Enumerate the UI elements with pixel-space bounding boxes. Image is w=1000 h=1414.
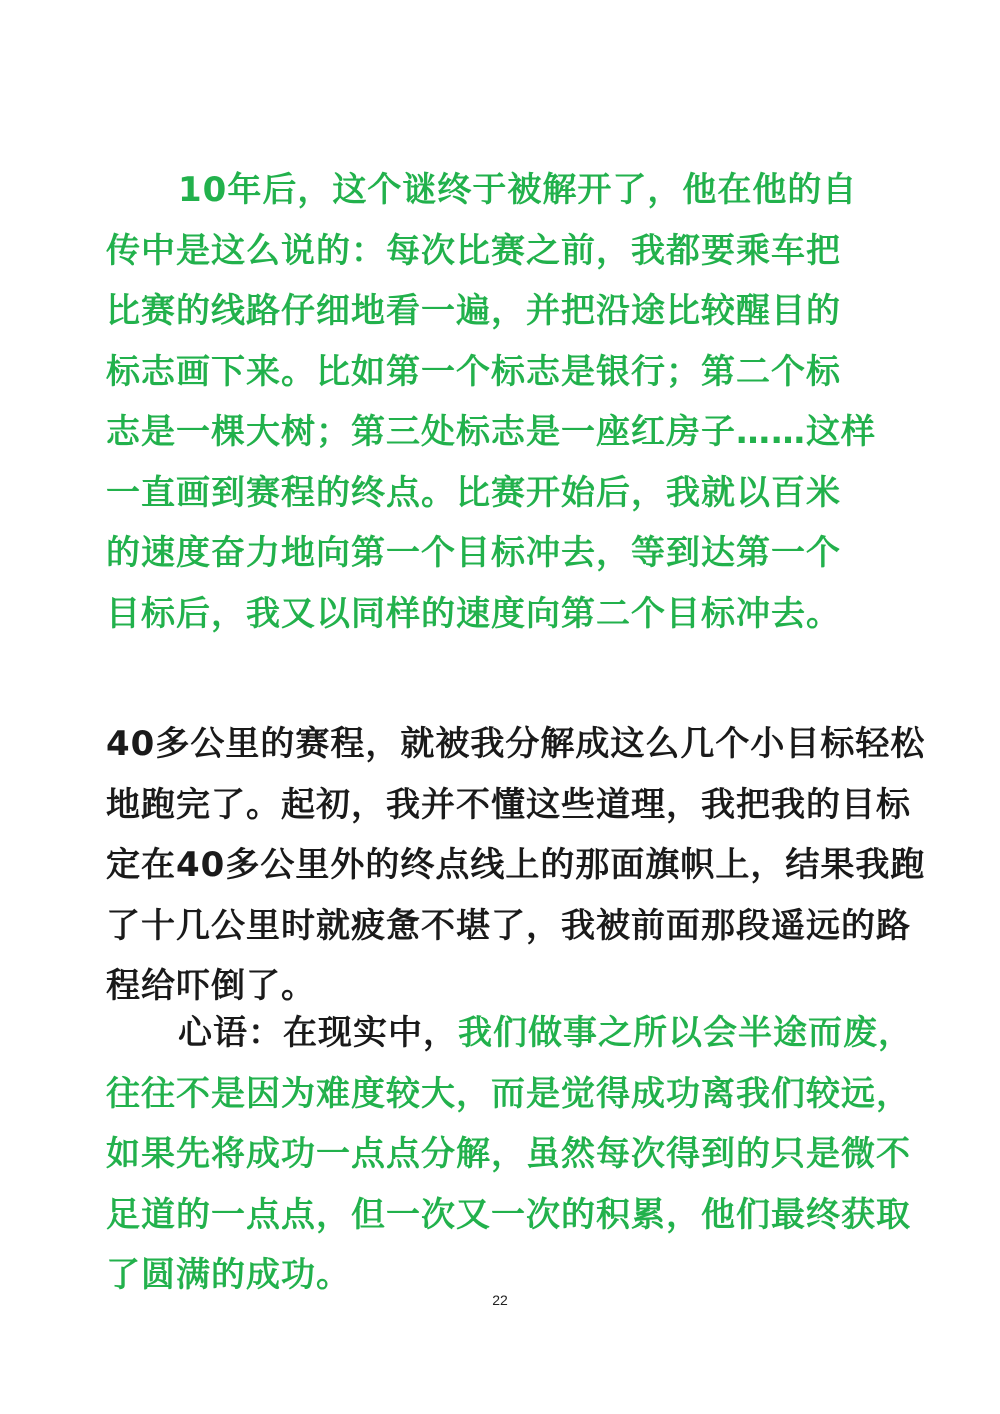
text-run: 比赛的线路仔细地看一遍，并把沿途比较醒目的 — [106, 291, 841, 331]
paragraph-autobiography-quote — [106, 160, 906, 644]
text-run: 40多公里的赛程，就被我分解成这么几个小目标轻松 — [106, 724, 926, 764]
text-run: 一直画到赛程的终点。比赛开始后，我就以百米 — [106, 472, 841, 513]
text-line — [106, 714, 926, 775]
text-run: 往往不是因为难度较大，而是觉得成功离我们较远， — [106, 1073, 911, 1114]
text-line — [106, 896, 911, 957]
text-line — [106, 835, 926, 896]
text-run: 了十几公里时就疲惫不堪了，我被前面那段遥远的路 — [106, 905, 911, 946]
text-line — [106, 1003, 913, 1064]
text-line — [106, 1064, 911, 1125]
text-line — [106, 1124, 911, 1185]
text-run: 定在40多公里外的终点线上的那面旗帜上，结果我跑 — [106, 845, 926, 885]
text-line — [106, 523, 906, 584]
text-line — [106, 281, 906, 342]
text-line — [106, 221, 906, 282]
text-line — [106, 160, 906, 221]
text-line — [106, 463, 906, 524]
text-run: 如果先将成功一点点分解，虽然每次得到的只是微不 — [106, 1134, 911, 1174]
text-run: 了圆满的成功。 — [106, 1255, 351, 1295]
text-line — [106, 402, 906, 463]
text-run: 足道的一点点，但一次又一次的积累，他们最终获取 — [106, 1194, 911, 1235]
text-line — [106, 775, 911, 836]
paragraph-heart-words — [106, 1003, 913, 1306]
text-line — [106, 1185, 911, 1246]
text-run: 10年后，这个谜终于被解开了，他在他的自 — [178, 170, 858, 210]
text-run: 地跑完了。起初，我并不懂这些道理，我把我的目标 — [106, 784, 911, 825]
text-run: 程给吓倒了。 — [106, 966, 316, 1006]
text-run: 我们做事之所以会半途而废， — [458, 1013, 913, 1053]
paragraph-marathon-distance — [106, 714, 926, 1017]
text-run-label: 心语：在现实中， — [178, 1013, 458, 1053]
text-line — [106, 584, 906, 645]
text-run: 传中是这么说的：每次比赛之前，我都要乘车把 — [106, 230, 841, 271]
page-number: 22 — [492, 1292, 508, 1308]
text-run: 目标后，我又以同样的速度向第二个目标冲去。 — [106, 593, 841, 634]
text-run: 的速度奋力地向第一个目标冲去，等到达第一个 — [106, 533, 841, 573]
text-run: 志是一棵大树；第三处标志是一座红房子……这样 — [106, 412, 876, 452]
text-line — [106, 342, 906, 403]
text-run: 标志画下来。比如第一个标志是银行；第二个标 — [106, 351, 841, 392]
